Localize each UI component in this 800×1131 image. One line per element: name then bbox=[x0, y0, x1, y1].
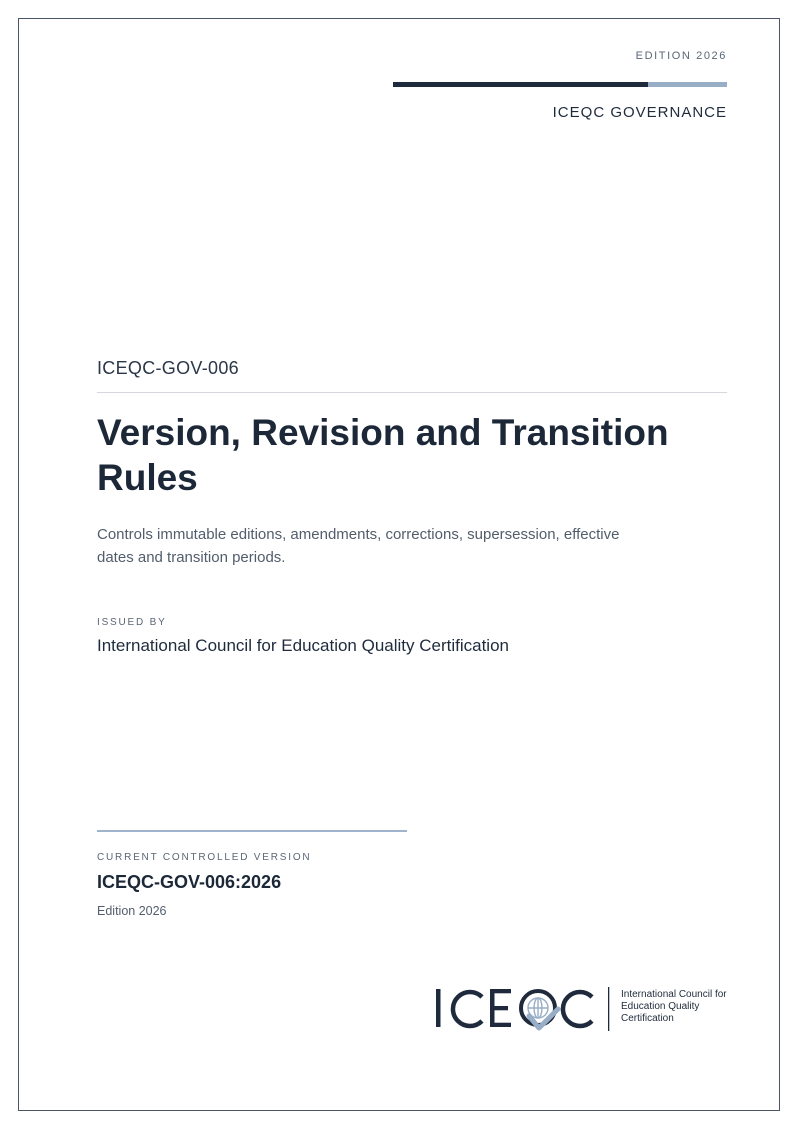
logo-letter-i bbox=[436, 989, 441, 1027]
series-label: ICEQC GOVERNANCE bbox=[552, 104, 727, 121]
logo-letter-c1 bbox=[453, 992, 482, 1026]
document-code: ICEQC-GOV-006 bbox=[97, 358, 239, 378]
version-code: ICEQC-GOV-006:2026 bbox=[97, 872, 282, 892]
accent-bar-light-segment bbox=[648, 82, 727, 87]
logo-full-name: International Council for Education Quality Certification bbox=[621, 989, 727, 1024]
document-subtitle: Controls immutable editions, amendments, corrections, supersession, effective dates and transition periods. bbox=[97, 526, 620, 566]
logo-letter-c2 bbox=[563, 992, 592, 1026]
version-label: CURRENT CONTROLLED VERSION bbox=[97, 852, 312, 863]
issued-by-label: ISSUED BY bbox=[97, 617, 167, 628]
document-title: Version, Revision and Transition Rules bbox=[97, 412, 669, 498]
header-accent-bar bbox=[393, 82, 727, 87]
divider bbox=[97, 392, 727, 393]
edition-label: EDITION 2026 bbox=[635, 50, 727, 62]
accent-bar-dark-segment bbox=[393, 82, 648, 87]
logo-letter-e bbox=[490, 989, 511, 1027]
issuer-name: International Council for Education Quality Certification bbox=[97, 636, 509, 655]
logo-divider bbox=[608, 987, 609, 1031]
iceqc-logo bbox=[432, 984, 732, 1034]
version-edition: Edition 2026 bbox=[97, 904, 167, 918]
version-divider bbox=[97, 830, 407, 832]
